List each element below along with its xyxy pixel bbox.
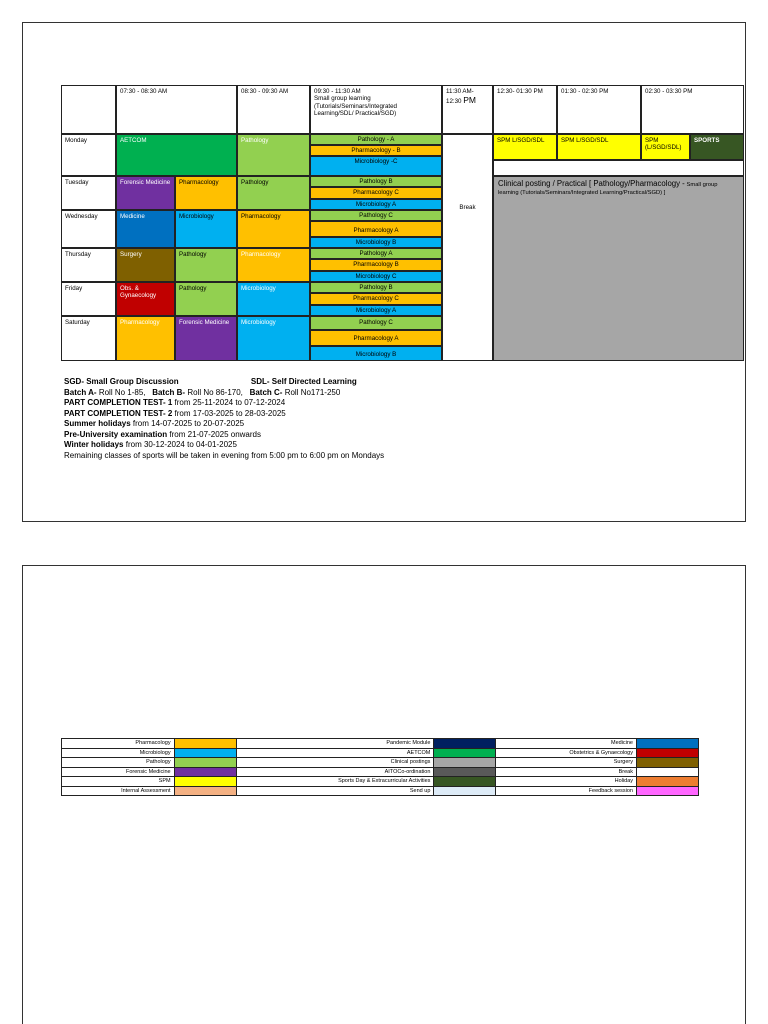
batch-a-label: Batch A- [64, 387, 97, 397]
legend-swatch [434, 786, 496, 796]
legend-label: Send up [236, 786, 434, 796]
legend-swatch [637, 739, 699, 749]
monday-pathology: Pathology [237, 134, 310, 176]
header-0230: 02:30 - 03:30 PM [641, 85, 744, 134]
monday-spm-1: SPM L/SGD/SDL [493, 134, 557, 160]
header-0930 [310, 85, 442, 134]
legend-row [62, 739, 699, 749]
summer-label: Summer holidays [64, 419, 131, 428]
pct2-value: from 17-03-2025 to 28-03-2025 [174, 408, 286, 418]
batch-c-value: Roll No171-250 [284, 387, 341, 397]
wednesday-microbiology: Microbiology [175, 210, 237, 248]
friday-pathology: Pathology [175, 282, 237, 316]
summer-value: from 14-07-2025 to 20-07-2025 [132, 419, 245, 428]
batch-c-label: Batch C- [249, 387, 283, 397]
tuesday-sgl-1: Pathology B [310, 176, 442, 187]
header-1130-pm: PM [463, 95, 476, 106]
wednesday-sgl-1: Pathology C [310, 210, 442, 221]
preuni-value: from 21-07-2025 onwards [169, 429, 261, 439]
note-pct2 [64, 409, 484, 420]
wednesday-sgl-3: Microbiology B [310, 237, 442, 248]
batch-b-value: Roll No 86-170, [187, 387, 243, 397]
thursday-sgl-3: Microbiology C [310, 271, 442, 282]
friday-obs-gynae: Obs. & Gynaecology [116, 282, 175, 316]
legend-label: Sports Day & Extracurricular Activities [236, 777, 434, 787]
saturday-sgl-2: Pharmacology A [310, 330, 442, 346]
friday-sgl-2: Pharmacology C [310, 293, 442, 305]
header-1230: 12:30- 01:30 PM [493, 85, 557, 134]
saturday-pharmacology: Pharmacology [116, 316, 175, 361]
day-thursday: Thursday [61, 248, 116, 282]
saturday-forensic: Forensic Medicine [175, 316, 237, 361]
monday-afternoon-blank [493, 160, 744, 176]
tuesday-sgl-2: Pharmacology C [310, 187, 442, 199]
legend-row [62, 758, 699, 768]
legend-swatch [174, 739, 236, 749]
day-saturday: Saturday [61, 316, 116, 361]
legend-label: Internal Assessment [62, 786, 175, 796]
legend-swatch [434, 758, 496, 768]
legend-swatch [637, 758, 699, 768]
legend-row [62, 777, 699, 787]
legend-row [62, 786, 699, 796]
legend-swatch [434, 739, 496, 749]
batch-b-label: Batch B- [152, 387, 186, 397]
legend-swatch [637, 767, 699, 777]
legend-label: Clinical postings [236, 758, 434, 768]
monday-spm-2: SPM L/SGD/SDL [557, 134, 641, 160]
header-0730: 07:30 - 08:30 AM [116, 85, 237, 134]
day-tuesday: Tuesday [61, 176, 116, 210]
note-preuni [64, 430, 484, 441]
thursday-surgery: Surgery [116, 248, 175, 282]
header-day-cell [61, 85, 116, 134]
tuesday-pharmacology: Pharmacology [175, 176, 237, 210]
friday-microbiology: Microbiology [237, 282, 310, 316]
note-sgd: SGD- Small Group Discussion [64, 377, 179, 386]
tuesday-pathology: Pathology [237, 176, 310, 210]
preuni-label: Pre-University examination [64, 429, 168, 439]
monday-sgl-1: Pathology - A [310, 134, 442, 145]
notes-section [64, 377, 484, 461]
note-abbrev-line [64, 377, 484, 388]
note-batch-line [64, 388, 484, 399]
legend-label: Medicine [496, 739, 637, 749]
legend-label: Forensic Medicine [62, 767, 175, 777]
clinical-posting-title: Clinical posting / Practical [ Pathology/Pharmacology - [498, 179, 685, 188]
monday-sgl-3: Microbiology -C [310, 156, 442, 176]
thursday-sgl-1: Pathology A [310, 248, 442, 259]
friday-sgl-3: Microbiology A [310, 305, 442, 316]
monday-spm-3: SPM (L/SGD/SDL) [641, 134, 690, 160]
header-1130-time: 11:30 AM- 12:30 [446, 88, 474, 106]
note-summer [64, 419, 484, 430]
header-0130: 01:30 - 02:30 PM [557, 85, 641, 134]
legend-swatch [174, 786, 236, 796]
legend-label: Pathology [62, 758, 175, 768]
saturday-microbiology: Microbiology [237, 316, 310, 361]
note-winter [64, 440, 484, 451]
legend-swatch [174, 777, 236, 787]
legend-label: Obstetrics & Gynaecology [496, 748, 637, 758]
legend-swatch [637, 748, 699, 758]
legend-label: Microbiology [62, 748, 175, 758]
note-pct1 [64, 398, 484, 409]
winter-label: Winter holidays [64, 440, 124, 449]
pct1-value: from 25-11-2024 to 07-12-2024 [174, 398, 286, 407]
legend-page [22, 565, 746, 1024]
saturday-sgl-1: Pathology C [310, 316, 442, 330]
clinical-posting-subtitle: Small group learning (Tutorials/Seminars/Integrated Learning/Practical/SGD) ] [498, 182, 718, 196]
wednesday-sgl-2: Pharmacology A [310, 221, 442, 237]
day-friday: Friday [61, 282, 116, 316]
note-sdl: SDL- Self Directed Learning [250, 377, 357, 386]
header-0830: 08:30 - 09:30 AM [237, 85, 310, 134]
legend-row [62, 767, 699, 777]
pct1-label: PART COMPLETION TEST- 1 [64, 398, 173, 407]
header-0930-subtitle: Small group learning (Tutorials/Seminars/Integrated Learning/SDL/ Practical/SGD) [314, 95, 397, 118]
break-column [442, 134, 493, 361]
legend-swatch [434, 748, 496, 758]
wednesday-medicine: Medicine [116, 210, 175, 248]
break-label: Break [459, 204, 476, 211]
thursday-sgl-2: Pharmacology B [310, 259, 442, 271]
header-1130 [442, 85, 493, 134]
timetable-page [22, 22, 746, 522]
winter-value: from 30-12-2024 to 04-01-2025 [125, 440, 237, 449]
monday-sgl-2: Pharmacology - B [310, 145, 442, 156]
legend-swatch [434, 767, 496, 777]
color-legend-table [61, 738, 699, 796]
legend-label: Pandemic Module [236, 739, 434, 749]
monday-aetcom: AETCOM [116, 134, 237, 176]
legend-swatch [637, 777, 699, 787]
clinical-posting-block [493, 176, 744, 361]
thursday-pathology: Pathology [175, 248, 237, 282]
legend-label: Pharmacology [62, 739, 175, 749]
legend-swatch [434, 777, 496, 787]
legend-label: Break [496, 767, 637, 777]
monday-sports: SPORTS [690, 134, 744, 160]
thursday-pharmacology: Pharmacology [237, 248, 310, 282]
day-wednesday: Wednesday [61, 210, 116, 248]
legend-swatch [637, 786, 699, 796]
tuesday-forensic: Forensic Medicine [116, 176, 175, 210]
legend-swatch [174, 748, 236, 758]
legend-label: Holiday [496, 777, 637, 787]
friday-sgl-1: Pathology B [310, 282, 442, 293]
legend-swatch [174, 758, 236, 768]
legend-label: Feedback session [496, 786, 637, 796]
tuesday-sgl-3: Microbiology A [310, 199, 442, 210]
legend-label: SPM [62, 777, 175, 787]
legend-label: Surgery [496, 758, 637, 768]
legend-label: AETCOM [236, 748, 434, 758]
legend-row [62, 748, 699, 758]
wednesday-pharmacology: Pharmacology [237, 210, 310, 248]
legend-label: AITOCo-ordination [236, 767, 434, 777]
batch-a-value: Roll No 1-85, [98, 387, 146, 397]
pct2-label: PART COMPLETION TEST- 2 [64, 408, 173, 418]
legend-swatch [174, 767, 236, 777]
note-sports: Remaining classes of sports will be taken in evening from 5:00 pm to 6:00 pm on Mondays [64, 450, 385, 460]
saturday-sgl-3: Microbiology B [310, 346, 442, 361]
day-monday: Monday [61, 134, 116, 176]
header-0930-time: 09:30 - 11:30 AM [314, 88, 361, 95]
